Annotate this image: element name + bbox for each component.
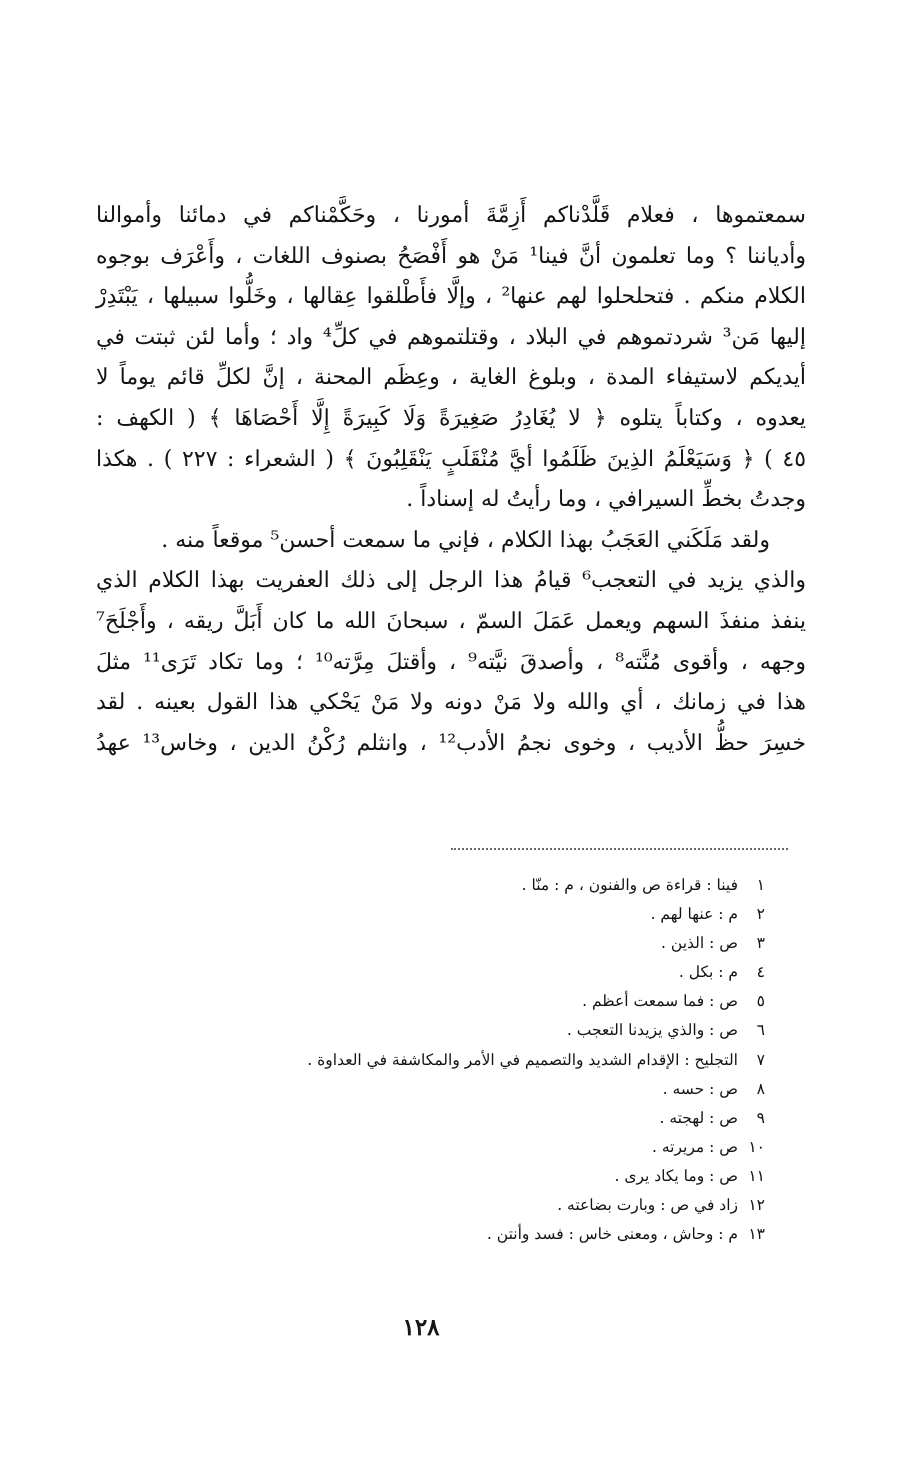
footnote-number: ١١ <box>748 1166 765 1185</box>
footnotes <box>240 871 765 1249</box>
footnote-text: ص : وما يكاد يرى . <box>614 1166 738 1185</box>
footnote-number: ٩ <box>756 1108 765 1127</box>
footnote-text: ص : فما سمعت أعظم . <box>582 992 738 1011</box>
footnote <box>240 1220 765 1249</box>
footnote-number: ٤ <box>756 963 765 982</box>
text-line: أيديكم لاستيفاء المدة ، وبلوغ الغاية ، وعِظَم المحنة ، إنَّ لكلِّ قائم يوماً لا <box>96 365 806 391</box>
footnote-text: ص : حسه . <box>662 1079 738 1098</box>
footnote <box>240 1133 765 1162</box>
text-line: والذي يزيد في التعجب⁶ قيامُ هذا الرجل إلى ذلك العفريت بهذا الكلام الذي <box>96 568 807 594</box>
footnote <box>240 1075 765 1104</box>
footnote <box>240 1162 765 1191</box>
footnote-number: ٦ <box>756 1021 765 1040</box>
text-line: وأدياننا ؟ وما تعلمون أنَّ فينا¹ مَنْ هو أَفْصَحُ بصنوف اللغات ، وأَعْرَف بوجوه <box>96 243 806 269</box>
text-line: يعدوه ، وكتاباً يتلوه ﴿ لا يُغَادِرُ صَغِيرَةً وَلَا كَبِيرَةً إِلَّا أَحْصَاهَا ﴾ ( الكهف : <box>96 405 806 431</box>
footnote-number: ٥ <box>756 992 765 1011</box>
footnote-number: ٨ <box>756 1079 765 1098</box>
footnote-text: م : بكل . <box>678 963 738 982</box>
footnote-number: ٣ <box>756 934 765 953</box>
footnote-number: ١٠ <box>748 1137 765 1156</box>
footnote-separator <box>451 848 788 850</box>
footnote-text: ص : والذي يزيدنا التعجب . <box>566 1021 738 1040</box>
text-line: وجهه ، وأقوى مُنَّته⁸ ، وأصدقَ نيَّته⁹ ، وأقتلَ مِرَّته¹⁰ ؛ وما تكاد تَرَى¹¹ مثلَ <box>96 649 807 675</box>
text-line: الكلام منكم . فتحلحلوا لهم عنها² ، وإلَّا فأَطْلقوا عِقالها ، وخَلُّوا سبيلها ، يَبْتَدِرْ <box>96 284 806 310</box>
text-line: سمعتموها ، فعلام قَلَّدْناكم أَزِمَّةَ أمورنا ، وحَكَّمْناكم في دمائنا وأموالنا <box>96 203 806 228</box>
footnote-text: ص : لهجته . <box>659 1108 738 1127</box>
text-line: خسِرَ حظُّ الأديب ، وخوى نجمُ الأدب¹² ، وانثلم رُكْنُ الدين ، وخاس¹³ عهدُ <box>96 730 807 756</box>
footnote-number: ١٣ <box>748 1225 765 1244</box>
page-number: ١٢٨ <box>402 1314 440 1341</box>
footnote-text: م : عنها لهم . <box>650 905 738 924</box>
text-line: هذا في زمانك ، أي والله ولا مَنْ دونه ولا مَنْ يَحْكي هذا القول بعينه . لقد <box>96 690 806 716</box>
footnote <box>240 929 765 958</box>
footnote-number: ٧ <box>756 1050 765 1069</box>
text-line: إليها مَن³ شردتموهم في البلاد ، وقتلتموهم في كلِّ⁴ واد ؛ وأما لئن ثبتت في <box>96 324 807 350</box>
footnote-text: ص : الذين . <box>661 934 738 953</box>
text-line: ينفذ منفذَ السهم ويعمل عَمَلَ السمّ ، سبحانَ الله ما كان أَبَلَّ ريقه ، وأَجْلَحَ⁷ <box>96 608 806 634</box>
footnote-number: ١٢ <box>748 1196 765 1215</box>
footnote <box>240 1104 765 1133</box>
footnote <box>240 871 765 900</box>
footnote-text: م : وحاش ، ومعنى خاس : فسد وأنتن . <box>486 1225 738 1244</box>
text-line: وجدتُ بخطِّ السيرافي ، وما رأيتُ له إسناداً . <box>406 487 806 513</box>
footnote-number: ١ <box>756 876 765 894</box>
footnote-text: ص : مريرته . <box>651 1137 738 1156</box>
footnote-number: ٢ <box>756 905 765 924</box>
footnote <box>240 958 765 987</box>
paragraph-first-line: ولقد مَلَكَني العَجَبُ بهذا الكلام ، فإني ما سمعت أحسن⁵ موقعاً منه . <box>161 527 770 553</box>
main-text <box>96 196 806 764</box>
footnote <box>240 1016 765 1045</box>
text-line: ٤٥ ) ﴿ وَسَيَعْلَمُ الذِينَ ظَلَمُوا أيَّ مُنْقَلَبٍ يَنْقَلِبُونَ ﴾ ( الشعراء : ٢٢٧ ) . هكذا <box>96 446 807 472</box>
footnote <box>240 1191 765 1220</box>
footnote <box>240 987 765 1016</box>
footnote <box>240 1046 765 1075</box>
footnote-text: التجليح : الإقدام الشديد والتصميم في الأمر والمكاشفة في العداوة . <box>307 1050 738 1069</box>
footnote-text: فينا : قراءة ص والفنون ، م : منّا . <box>521 876 738 894</box>
footnote <box>240 900 765 929</box>
footnote-text: زاد في ص : وبارت بضاعته . <box>557 1196 738 1215</box>
